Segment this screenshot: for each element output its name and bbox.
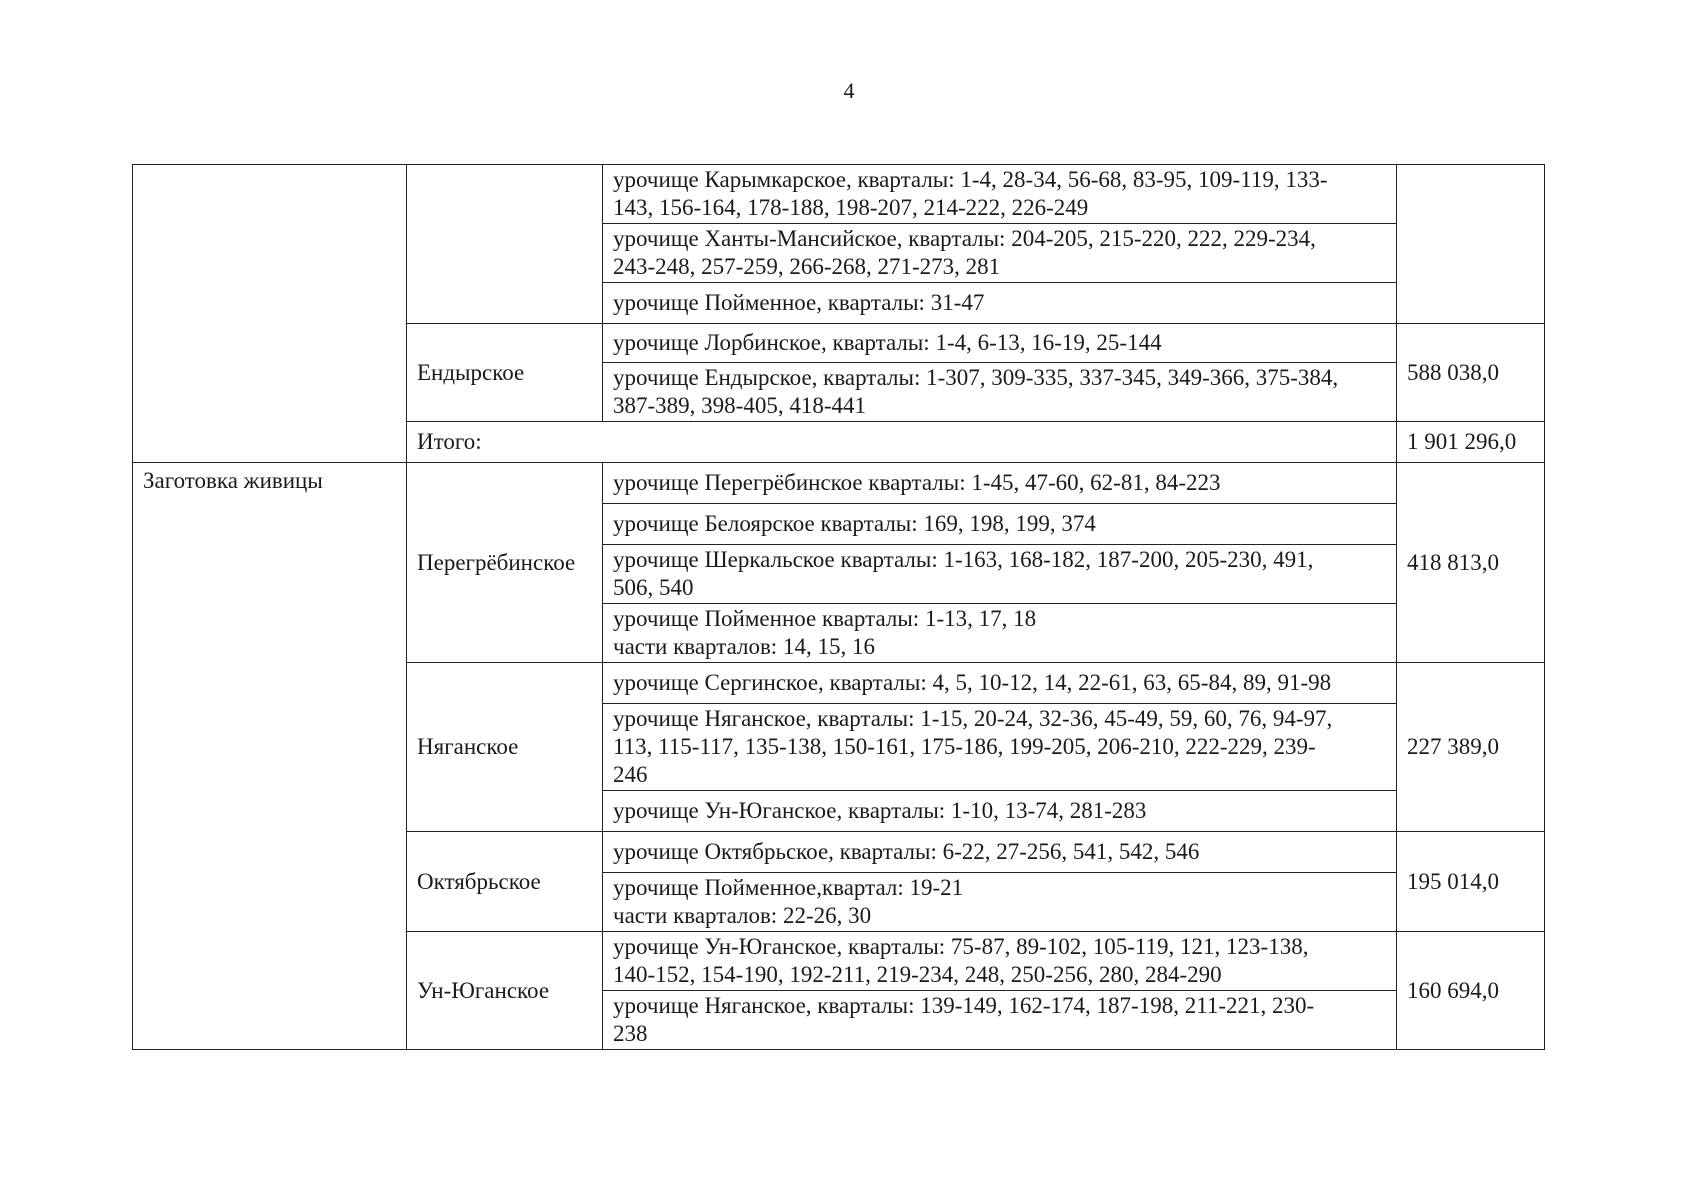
area-value: 160 694,0 bbox=[1397, 932, 1545, 1050]
total-label: Итого: bbox=[407, 422, 1397, 463]
tract-cell: урочище Октябрьское, кварталы: 6-22, 27-256, 541, 542, 546 bbox=[603, 832, 1397, 873]
tract-cell: урочище Сергинское, кварталы: 4, 5, 10-12, 14, 22-61, 63, 65-84, 89, 91-98 bbox=[603, 663, 1397, 704]
tract-cell: урочище Перегрёбинское кварталы: 1-45, 47-60, 62-81, 84-223 bbox=[603, 463, 1397, 504]
tract-cell: урочище Ханты-Мансийское, кварталы: 204-205, 215-220, 222, 229-234, 243-248, 257-259, 266-268, 271-273, 281 bbox=[603, 224, 1397, 283]
page-number: 4 bbox=[843, 78, 855, 103]
tract-cell: урочище Пойменное,квартал: 19-21 части кварталов: 22-26, 30 bbox=[603, 873, 1397, 932]
table-row bbox=[133, 165, 1545, 224]
tract-cell: урочище Ун-Юганское, кварталы: 75-87, 89-102, 105-119, 121, 123-138, 140-152, 154-190, 192-211, 219-234, 248, 250-256, 280, 284-290 bbox=[603, 932, 1397, 991]
activity-cell-empty bbox=[133, 165, 407, 463]
tract-cell: урочище Лорбинское, кварталы: 1-4, 6-13, 16-19, 25-144 bbox=[603, 324, 1397, 363]
forestry-name: Ун-Юганское bbox=[407, 932, 603, 1050]
tract-cell: урочище Белоярское кварталы: 169, 198, 199, 374 bbox=[603, 504, 1397, 545]
tract-cell: урочище Пойменное, кварталы: 31-47 bbox=[603, 283, 1397, 324]
forestry-name: Перегрёбинское bbox=[407, 463, 603, 663]
tract-cell: урочище Пойменное кварталы: 1-13, 17, 18 части кварталов: 14, 15, 16 bbox=[603, 604, 1397, 663]
forestry-name: Няганское bbox=[407, 663, 603, 832]
forest-allocation-table bbox=[132, 164, 1545, 1050]
tract-cell: урочище Няганское, кварталы: 139-149, 162-174, 187-198, 211-221, 230- 238 bbox=[603, 991, 1397, 1050]
area-value: 418 813,0 bbox=[1397, 463, 1545, 663]
tract-cell: урочище Ун-Юганское, кварталы: 1-10, 13-74, 281-283 bbox=[603, 791, 1397, 832]
table-row bbox=[133, 463, 1545, 504]
forestry-name: Ендырское bbox=[407, 324, 603, 422]
area-cell-empty bbox=[1397, 165, 1545, 324]
forestry-cell-empty bbox=[407, 165, 603, 324]
total-value: 1 901 296,0 bbox=[1397, 422, 1545, 463]
area-value: 588 038,0 bbox=[1397, 324, 1545, 422]
forestry-name: Октябрьское bbox=[407, 832, 603, 932]
activity-name: Заготовка живицы bbox=[133, 463, 407, 1050]
area-value: 227 389,0 bbox=[1397, 663, 1545, 832]
tract-cell: урочище Шеркальское кварталы: 1-163, 168-182, 187-200, 205-230, 491, 506, 540 bbox=[603, 545, 1397, 604]
tract-cell: урочище Ендырское, кварталы: 1-307, 309-335, 337-345, 349-366, 375-384, 387-389, 398-405, 418-441 bbox=[603, 363, 1397, 422]
tract-cell: урочище Карымкарское, кварталы: 1-4, 28-34, 56-68, 83-95, 109-119, 133- 143, 156-164, 178-188, 198-207, 214-222, 226-249 bbox=[603, 165, 1397, 224]
tract-cell: урочище Няганское, кварталы: 1-15, 20-24, 32-36, 45-49, 59, 60, 76, 94-97, 113, 115-117, 135-138, 150-161, 175-186, 199-205, 206-210, 222-229, 239- 246 bbox=[603, 704, 1397, 791]
area-value: 195 014,0 bbox=[1397, 832, 1545, 932]
